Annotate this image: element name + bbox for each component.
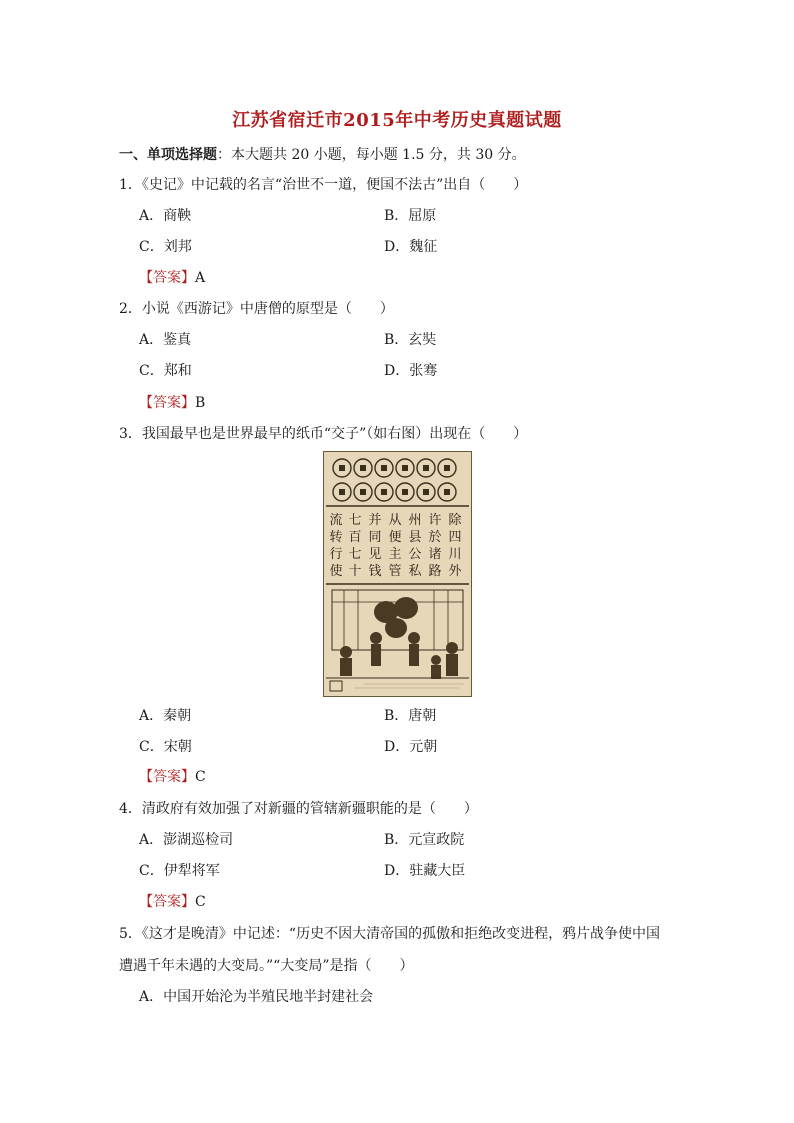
question-2-option-d: D．张骞 xyxy=(384,363,438,379)
question-4-stem: 4．清政府有效加强了对新疆的管辖新疆职能的是（ ） xyxy=(119,801,478,817)
question-1-option-c: C．刘邦 xyxy=(139,239,192,255)
jiaozi-banknote-illustration xyxy=(324,452,471,696)
answer-label: 【答案】 xyxy=(139,769,195,785)
question-3-option-d: D．元朝 xyxy=(384,739,438,755)
svg-text:行: 行 xyxy=(329,547,343,562)
question-2-option-c: C．郑和 xyxy=(139,363,192,379)
section-label: 一、单项选择题 xyxy=(119,147,217,163)
svg-text:外: 外 xyxy=(448,564,462,579)
svg-text:七: 七 xyxy=(348,547,362,562)
section-description: ：本大题共 20 小题，每小题 1.5 分，共 30 分。 xyxy=(217,147,526,163)
question-5-stem-line-1: 5．《这才是晚清》中记述：“历史不因大清帝国的孤傲和拒绝改变进程，鸦片战争使中国 xyxy=(119,926,661,942)
svg-text:见: 见 xyxy=(368,547,382,562)
svg-text:使: 使 xyxy=(329,564,343,579)
svg-text:流: 流 xyxy=(329,513,343,528)
question-5-option-a: A．中国开始沦为半殖民地半封建社会 xyxy=(139,989,374,1005)
question-1-option-b: B．屈原 xyxy=(384,208,437,224)
svg-text:十: 十 xyxy=(348,564,362,579)
answer-value: C xyxy=(195,769,206,785)
question-2-stem: 2．小说《西游记》中唐僧的原型是（ ） xyxy=(119,301,394,317)
answer-label: 【答案】 xyxy=(139,395,195,411)
svg-text:於: 於 xyxy=(428,530,442,545)
svg-text:便: 便 xyxy=(388,530,402,545)
svg-text:主: 主 xyxy=(388,547,402,562)
question-2-option-b: B．玄奘 xyxy=(384,332,437,348)
question-1-answer xyxy=(139,268,205,288)
question-1-option-d: D．魏征 xyxy=(384,239,438,255)
question-3-answer xyxy=(139,767,206,787)
svg-text:百: 百 xyxy=(348,530,362,545)
svg-text:从: 从 xyxy=(388,513,402,528)
svg-text:并: 并 xyxy=(368,513,382,528)
svg-text:公: 公 xyxy=(408,547,422,562)
question-3-option-a: A．秦朝 xyxy=(139,708,192,724)
svg-text:州: 州 xyxy=(408,513,422,528)
question-2-option-a: A．鉴真 xyxy=(139,332,192,348)
svg-text:川: 川 xyxy=(448,547,462,562)
answer-label: 【答案】 xyxy=(139,894,195,910)
svg-text:转: 转 xyxy=(329,530,343,545)
svg-text:除: 除 xyxy=(448,513,462,528)
answer-label: 【答案】 xyxy=(139,270,195,286)
question-2-answer xyxy=(139,393,205,413)
question-4-option-a: A．澎湖巡检司 xyxy=(139,832,234,848)
section-heading xyxy=(119,145,526,165)
answer-value: A xyxy=(195,270,206,286)
question-4-option-d: D．驻藏大臣 xyxy=(384,863,466,879)
jiaozi-banknote-image xyxy=(323,451,472,697)
question-4-option-b: B．元宣政院 xyxy=(384,832,465,848)
answer-value: B xyxy=(195,395,206,411)
question-3-stem: 3．我国最早也是世界最早的纸币“交子”（如右图）出现在（ ） xyxy=(119,426,528,442)
svg-text:诸: 诸 xyxy=(428,547,442,562)
svg-text:四: 四 xyxy=(448,530,462,545)
question-4-answer xyxy=(139,892,206,912)
svg-text:七: 七 xyxy=(348,513,362,528)
svg-text:县: 县 xyxy=(408,530,422,545)
svg-text:同: 同 xyxy=(368,530,382,545)
question-1-option-a: A．商鞅 xyxy=(139,208,192,224)
question-5-stem-line-2: 遭遇千年未遇的大变局。”“大变局”是指（ ） xyxy=(119,958,414,974)
question-4-option-c: C．伊犁将军 xyxy=(139,863,220,879)
answer-value: C xyxy=(195,894,206,910)
document-title: 江苏省宿迁市2015年中考历史真题试题 xyxy=(232,110,562,131)
svg-text:许: 许 xyxy=(428,513,442,528)
question-3-option-c: C．宋朝 xyxy=(139,739,192,755)
question-3-option-b: B．唐朝 xyxy=(384,708,437,724)
svg-text:私: 私 xyxy=(408,564,422,579)
question-1-stem: 1．《史记》中记载的名言“治世不一道，便国不法古”出自（ ） xyxy=(119,177,528,193)
svg-text:路: 路 xyxy=(428,564,442,579)
svg-text:管: 管 xyxy=(388,564,402,579)
svg-text:钱: 钱 xyxy=(368,564,382,579)
